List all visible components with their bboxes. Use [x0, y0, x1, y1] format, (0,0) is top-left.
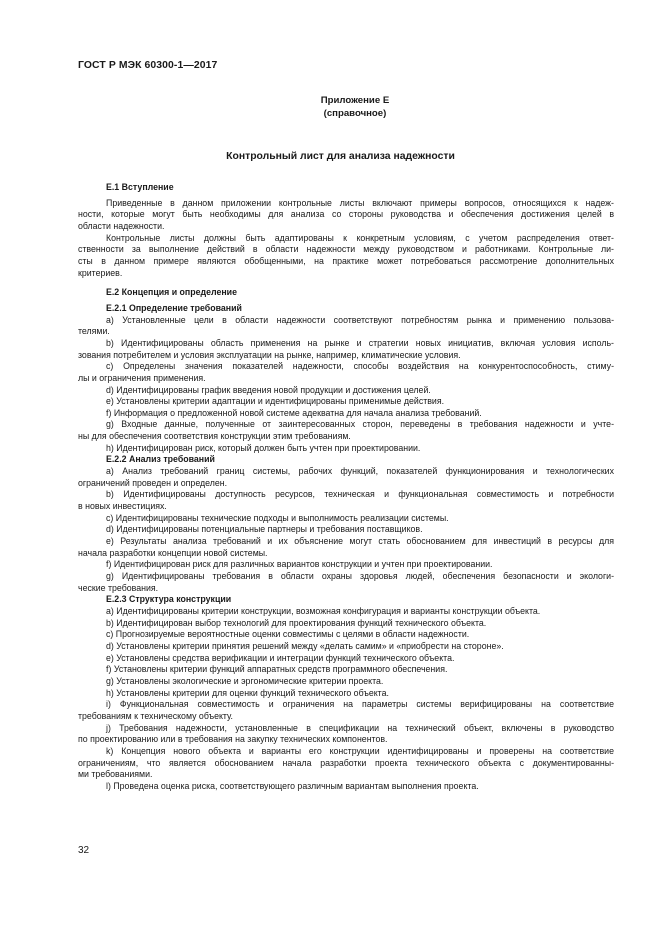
section-heading-e2: Е.2 Концепция и определение: [106, 287, 237, 298]
paragraph-line: критериев.: [78, 267, 123, 278]
checklist-item-line: i) Функциональная совместимость и ограничения на параметры системы верифицированы на соответствие: [106, 699, 614, 710]
checklist-item: [78, 315, 614, 338]
checklist-item: [78, 664, 614, 676]
checklist-item-line: c) Определены значения показателей надежности, способы воздействия на конкурентоспособность, стиму-: [106, 361, 614, 372]
checklist-item-line: телями.: [78, 326, 110, 337]
page-number: 32: [78, 845, 90, 856]
checklist-item: [78, 443, 614, 455]
checklist-item-line: c) Прогнозируемые вероятностные оценки совместимы с целями в области надежности.: [106, 629, 470, 640]
checklist-item: [78, 559, 614, 571]
checklist-item-line: b) Идентифицирован выбор технологий для проектирования функций технического объекта.: [106, 617, 487, 628]
checklist-item: [78, 524, 614, 536]
checklist-item-line: f) Информация о предложенной новой системе адекватна для начала анализа требований.: [106, 407, 482, 418]
checklist-item-line: l) Проведена оценка риска, соответствующего различным вариантам выполнения проекта.: [106, 780, 479, 791]
checklist-item-line: k) Концепция нового объекта и варианты его конструкции идентифицированы и проверены на соответствие: [106, 745, 614, 756]
checklist-item-line: ограничений проведен и определен.: [78, 477, 228, 488]
section-heading-e22: Е.2.2 Анализ требований: [106, 454, 215, 465]
checklist-item: [78, 629, 614, 641]
checklist-item: [78, 699, 614, 722]
appendix-subtitle: (справочное): [323, 108, 387, 119]
checklist-item-line: зования потребителем и условия эксплуатации на рынке, например, климатические условия.: [78, 349, 461, 360]
checklist-item: [78, 688, 614, 700]
checklist-item-line: e) Установлены критерии адаптации и идентифицированы применимые действия.: [106, 396, 445, 407]
paragraph-line: ственности за выполнение действий в области надежности между руководством и работниками. Контрольные ли-: [78, 244, 614, 255]
checklist-item-line: ны для обеспечения соответствия конструкции этим требованиям.: [78, 431, 351, 442]
checklist-item-line: j) Требования надежности, установленные в спецификации на технический объект, включены в руководство: [106, 722, 614, 733]
section-e21-list: [78, 315, 614, 455]
document-body: [78, 182, 614, 792]
checklist-item: [78, 781, 614, 793]
checklist-item: [78, 489, 614, 512]
checklist-item: [78, 513, 614, 525]
appendix-title: Приложение Е: [320, 95, 390, 106]
checklist-item: [78, 676, 614, 688]
checklist-item: [78, 606, 614, 618]
checklist-item-line: d) Идентифицированы график введения новой продукции и достижения целей.: [106, 384, 431, 395]
checklist-item-line: a) Анализ требований границ системы, рабочих функций, показателей функционирования и технологических: [106, 466, 614, 477]
checklist-item-line: лы и ограничения применения.: [78, 372, 206, 383]
section-e1-paragraph-2: [78, 233, 614, 280]
checklist-item: [78, 408, 614, 420]
checklist-item: [78, 338, 614, 361]
checklist-item: [78, 419, 614, 442]
checklist-item-line: d) Установлены критерии принятия решений между «делать самим» и «приобрести на стороне».: [106, 640, 504, 651]
checklist-item: [78, 618, 614, 630]
checklist-item-line: начала разработки концепции новой системы.: [78, 547, 268, 558]
checklist-item: [78, 571, 614, 594]
checklist-item-line: a) Установленные цели в области надежности соответствуют потребностям рынка и применению пользова-: [106, 314, 614, 325]
checklist-item-line: ческие требования.: [78, 582, 159, 593]
checklist-item: [78, 396, 614, 408]
paragraph-line: Приведенные в данном приложении контрольные листы включают примеры вопросов, относящихся к надеж-: [106, 197, 614, 208]
document-title: Контрольный лист для анализа надежности: [226, 151, 455, 162]
section-heading-e1: Е.1 Вступление: [106, 182, 174, 192]
checklist-item-line: d) Идентифицированы потенциальные партнеры и требования поставщиков.: [106, 524, 423, 535]
checklist-item-line: по проектированию или в требования на закупку технических компонентов.: [78, 734, 388, 745]
checklist-item: [78, 361, 614, 384]
checklist-item-line: в новых инвестициях.: [78, 501, 167, 512]
paragraph-line: Контрольные листы должны быть адаптированы к конкретным условиям, с учетом распределения ответ-: [106, 232, 614, 243]
checklist-item-line: e) Установлены средства верификации и интеграции функций технического объекта.: [106, 652, 455, 663]
document-header: ГОСТ Р МЭК 60300-1—2017: [78, 60, 218, 71]
checklist-item-line: a) Идентифицированы критерии конструкции, возможная конфигурация и варианты конструкции объекта.: [106, 605, 541, 616]
checklist-item-line: f) Идентифицирован риск для различных вариантов конструкции и учтен при проектировании.: [106, 559, 493, 570]
checklist-item-line: ми требованиями.: [78, 769, 153, 780]
checklist-item: [78, 466, 614, 489]
appendix-label: [305, 94, 405, 120]
paragraph-line: сты в данном примере являются обобщенными, на практике может потребоваться рассмотрение дополнительных: [78, 255, 614, 266]
checklist-item-line: c) Идентифицированы технические подходы и выполнимость реализации системы.: [106, 512, 449, 523]
checklist-item-line: f) Установлены критерии функций аппаратных средств программного обеспечения.: [106, 664, 448, 675]
section-heading-e23: Е.2.3 Структура конструкции: [106, 594, 232, 605]
section-e22-list: [78, 466, 614, 594]
checklist-item-line: b) Идентифицированы область применения на рынке и стратегии новых инициатив, включая условия исполь-: [106, 337, 614, 348]
checklist-item: [78, 653, 614, 665]
checklist-item: [78, 385, 614, 397]
checklist-item-line: ограничениям, что является обоснованием начала разработки проекта технического объекта с документированны-: [78, 757, 614, 768]
checklist-item-line: g) Установлены экологические и эргономические критерии проекта.: [106, 675, 384, 686]
checklist-item: [78, 641, 614, 653]
checklist-item-line: h) Идентифицирован риск, который должен быть учтен при проектировании.: [106, 442, 421, 453]
section-heading-e21: Е.2.1 Определение требований: [106, 302, 242, 313]
checklist-item-line: b) Идентифицированы доступность ресурсов, техническая и функциональная совместимость и потребности: [106, 489, 614, 500]
checklist-item: [78, 746, 614, 781]
checklist-item-line: g) Входные данные, полученные от заинтересованных сторон, переведены в требования надежности и учте-: [106, 419, 614, 430]
paragraph-line: области надежности.: [78, 220, 165, 231]
checklist-item: [78, 723, 614, 746]
paragraph-line: ности, которые могут быть необходимы для анализа со стороны руководства и обеспечения достижения целей в: [78, 209, 614, 220]
section-e23-list: [78, 606, 614, 793]
checklist-item: [78, 536, 614, 559]
checklist-item-line: h) Установлены критерии для оценки функций технического объекта.: [106, 687, 389, 698]
section-e1-paragraph-1: [78, 198, 614, 233]
checklist-item-line: e) Результаты анализа требований и их объяснение могут стать обоснованием для инвестиций в ресурсы для: [106, 536, 614, 547]
checklist-item-line: g) Идентифицированы требования в области охраны здоровья людей, обеспечения безопасности и экологи-: [106, 571, 614, 581]
checklist-item-line: требованиям к техническому объекту.: [78, 710, 234, 721]
